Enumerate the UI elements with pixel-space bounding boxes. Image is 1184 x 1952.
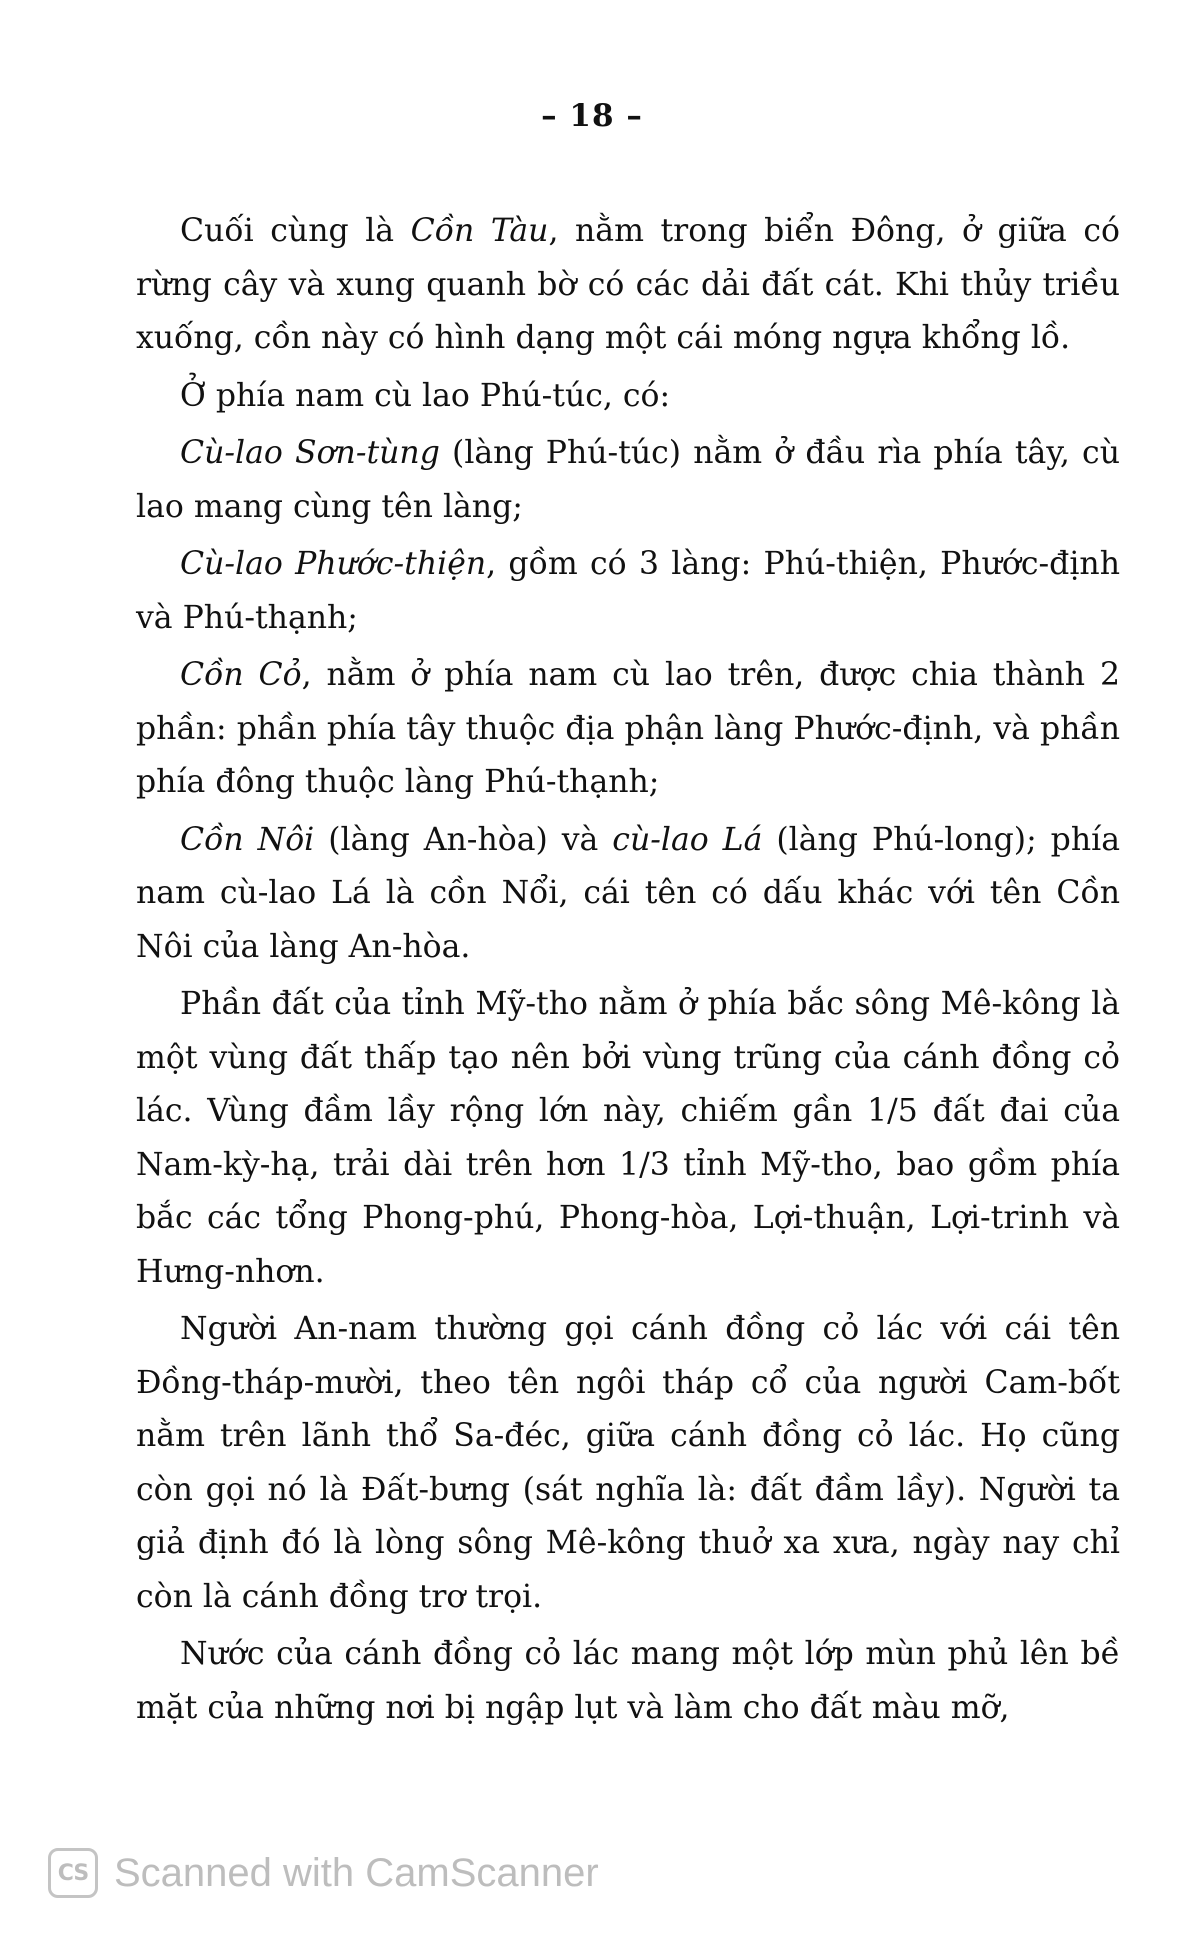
paragraph: Cuối cùng là Cồn Tàu, nằm trong biển Đông, ở giữa có rừng cây và xung quanh bờ có các dải đất cát. Khi thủy triều xuống, cồn này có hình dạng một cái móng ngựa khổng lồ. xyxy=(136,213,1120,356)
paragraph: Cồn Nôi (làng An-hòa) và cù-lao Lá (làng Phú-long); phía nam cù-lao Lá là cồn Nổi, cái tên có dấu khác với tên Cồn Nôi của làng An-hòa. xyxy=(136,821,1120,965)
paragraph: Cù-lao Phước-thiện, gồm có 3 làng: Phú-thiện, Phước-định và Phú-thạnh; xyxy=(136,546,1120,636)
paragraph: Nước của cánh đồng cỏ lác mang một lớp mùn phủ lên bề mặt của những nơi bị ngập lụt và làm cho đất màu mỡ, xyxy=(136,1636,1120,1726)
paragraph: Cồn Cỏ, nằm ở phía nam cù lao trên, được chia thành 2 phần: phần phía tây thuộc địa phận làng Phước-định, và phần phía đông thuộc làng Phú-thạnh; xyxy=(136,657,1120,800)
camscanner-logo-icon: CS xyxy=(48,1848,98,1898)
camscanner-watermark xyxy=(48,1848,599,1898)
paragraph: Phần đất của tỉnh Mỹ-tho nằm ở phía bắc sông Mê-kông là một vùng đất thấp tạo nên bởi vùng trũng của cánh đồng cỏ lác. Vùng đầm lầy rộng lớn này, chiếm gần 1/5 đất đai của Nam-kỳ-hạ, trải dài trên hơn 1/3 tỉnh Mỹ-tho, bao gồm phía bắc các tổng Phong-phú, Phong-hòa, Lợi-thuận, Lợi-trinh và Hưng-nhơn. xyxy=(136,986,1120,1290)
paragraph: Cù-lao Sơn-tùng (làng Phú-túc) nằm ở đầu rìa phía tây, cù lao mang cùng tên làng; xyxy=(136,435,1120,525)
page-number: – 18 – xyxy=(541,98,643,134)
watermark-text: Scanned with CamScanner xyxy=(114,1850,599,1895)
paragraph: Ở phía nam cù lao Phú-túc, có: xyxy=(180,377,671,414)
paragraph: Người An-nam thường gọi cánh đồng cỏ lác với cái tên Đồng-tháp-mười, theo tên ngôi tháp cổ của người Cam-bốt nằm trên lãnh thổ Sa-đéc, giữa cánh đồng cỏ lác. Họ cũng còn gọi nó là Đất-bưng (sát nghĩa là: đất đầm lầy). Người ta giả định đó là lòng sông Mê-kông thuở xa xưa, ngày nay chỉ còn là cánh đồng trơ trọi. xyxy=(136,1311,1120,1615)
body-text xyxy=(136,205,1120,1739)
